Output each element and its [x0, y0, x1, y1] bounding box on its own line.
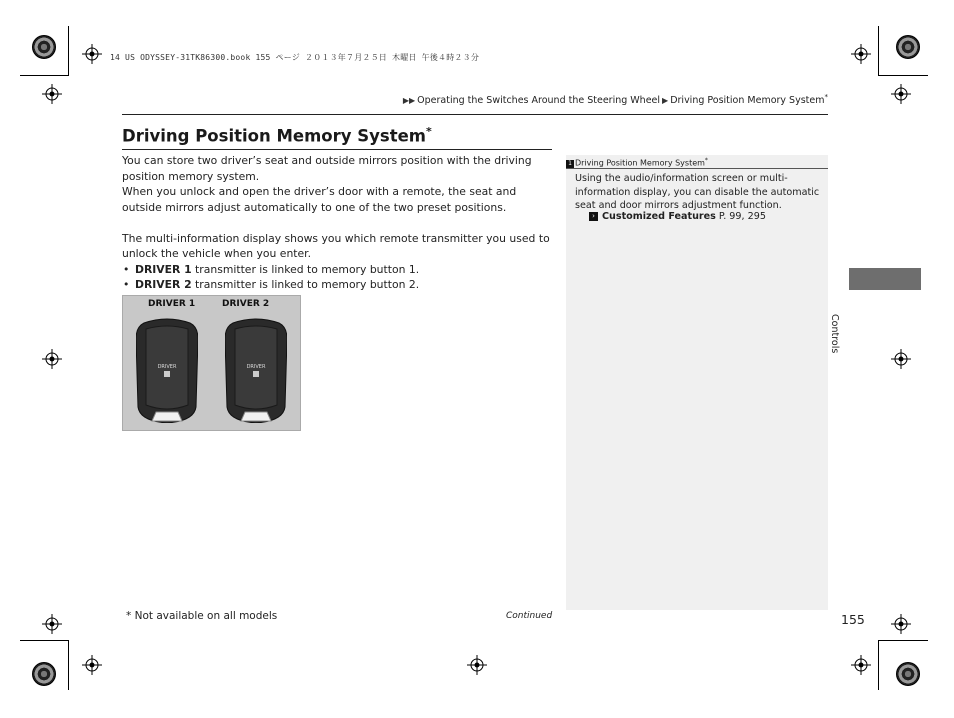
- fob-text: DRIVER: [157, 364, 177, 370]
- registration-mark-icon: [42, 84, 62, 104]
- registration-mark-icon: [891, 614, 911, 634]
- color-rosette-icon: [896, 662, 920, 686]
- page-number: 155: [841, 612, 865, 627]
- registration-mark-icon: [42, 614, 62, 634]
- remote-transmitter-figure: [122, 295, 301, 431]
- header-rule: [122, 114, 828, 115]
- crop-mark: [20, 640, 68, 641]
- breadcrumb-marker: *: [824, 93, 828, 101]
- section-tab-label: Controls: [829, 314, 840, 354]
- list-item: • DRIVER 2 transmitter is linked to memory button 2.: [122, 277, 552, 293]
- footnote: * Not available on all models: [126, 610, 278, 622]
- fob-text: DRIVER: [246, 364, 266, 370]
- registration-mark-icon: [42, 349, 62, 369]
- registration-mark-icon: [82, 655, 102, 675]
- color-rosette-icon: [32, 35, 56, 59]
- page-title: Driving Position Memory System*: [122, 125, 432, 146]
- cross-reference-link[interactable]: › Customized Features P. 99, 295: [589, 211, 766, 222]
- crop-mark: [878, 640, 879, 690]
- driver2-label: DRIVER 2: [222, 299, 270, 309]
- crop-mark: [68, 26, 69, 76]
- registration-mark-icon: [891, 84, 911, 104]
- paragraph: You can store two driver’s seat and outside mirrors position with the driving position memory system.: [122, 154, 532, 183]
- title-marker: *: [426, 125, 432, 138]
- registration-mark-icon: [851, 44, 871, 64]
- crop-mark: [878, 75, 928, 76]
- crop-mark: [68, 640, 69, 690]
- remote-fob-driver1-icon: [136, 317, 198, 423]
- continued-label: Continued: [506, 611, 553, 621]
- breadcrumb-section[interactable]: Operating the Switches Around the Steering Wheel: [417, 95, 661, 107]
- arrow-icon: ▶: [662, 96, 669, 106]
- sidebar-text: Using the audio/information screen or multi-information display, you can disable the automatic seat and door mirrors adjustment function.: [575, 173, 820, 211]
- sidebar-header: 1 Driving Position Memory System*: [566, 155, 828, 169]
- section-ref-icon: 1: [566, 160, 574, 168]
- paragraph: The multi-information display shows you which remote transmitter you used to unlock the vehicle when you enter.: [122, 231, 550, 260]
- cross-reference-icon: ›: [589, 212, 598, 221]
- breadcrumb-page[interactable]: Driving Position Memory System: [670, 95, 825, 107]
- double-arrow-icon: ▶▶: [402, 96, 416, 106]
- crop-mark: [20, 75, 68, 76]
- crop-mark: [878, 640, 928, 641]
- print-slug-line: 14 US ODYSSEY-31TK86300.book 155 ページ ２０１３年７月２５日 木曜日 午後４時２３分: [110, 53, 480, 62]
- bullet-list: [122, 262, 552, 293]
- remote-fob-driver2-icon: [225, 317, 287, 423]
- driver1-label: DRIVER 1: [148, 299, 196, 309]
- sidebar-panel: [566, 155, 828, 610]
- crop-mark: [878, 26, 879, 76]
- section-tab[interactable]: [849, 268, 921, 290]
- color-rosette-icon: [896, 35, 920, 59]
- registration-mark-icon: [891, 349, 911, 369]
- title-rule: [122, 149, 552, 150]
- color-rosette-icon: [32, 662, 56, 686]
- registration-mark-icon: [467, 655, 487, 675]
- registration-mark-icon: [82, 44, 102, 64]
- body-text: [122, 153, 552, 293]
- breadcrumb: [403, 93, 828, 106]
- list-item: • DRIVER 1 transmitter is linked to memory button 1.: [122, 262, 552, 278]
- paragraph: When you unlock and open the driver’s door with a remote, the seat and outside mirrors adjust automatically to one of the two preset positions.: [122, 185, 517, 214]
- registration-mark-icon: [851, 655, 871, 675]
